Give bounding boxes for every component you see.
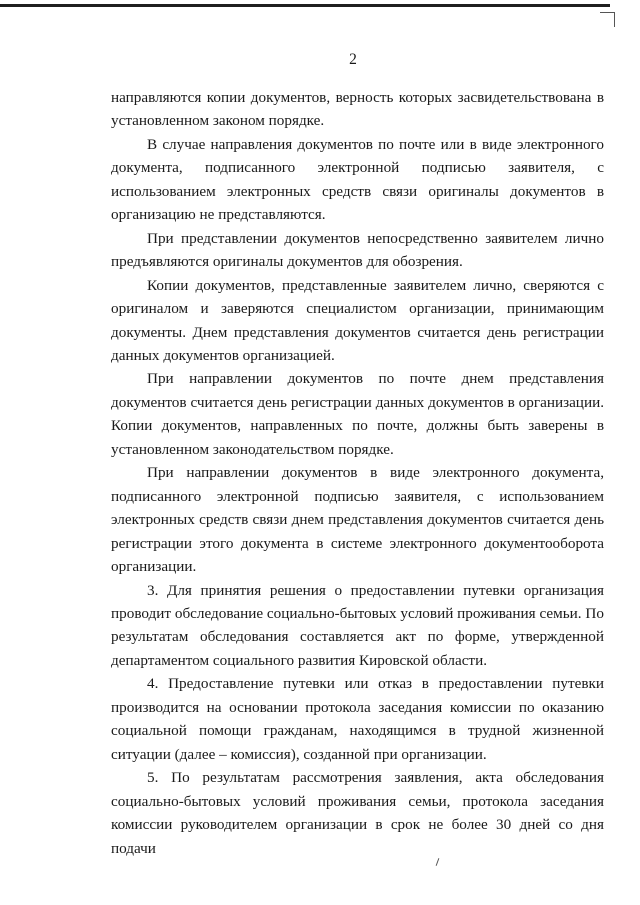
paragraph: При направлении документов по почте днем представления документов считается день регистрации данных документов в организации. Копии документов, направленных по почте, должны быть заверены в установленном законодательством порядке. [111,370,604,458]
document-body [111,86,604,860]
paragraph: При представлении документов непосредственно заявителем лично предъявляются оригиналы документов для обозрения. [111,229,604,271]
scan-corner-mark [600,12,615,27]
paragraph-item-4: 4. Предоставление путевки или отказ в предоставлении путевки производится на основании протокола заседания комиссии по оказанию социальной помощи гражданам, находящимся в трудной жизненной ситуации (далее – комиссия), созданной при организации. [111,675,604,763]
paragraph: В случае направления документов по почте или в виде электронного документа, подписанного электронной подписью заявителя, с использованием электронных средств связи оригиналы документов в организацию не представляются. [111,135,604,224]
paragraph-item-3: 3. Для принятия решения о предоставлении путевки организация проводит обследование социально-бытовых условий проживания семьи. По результатам обследования составляется акт по форме, утвержденной департаментом социального развития Кировской области. [111,581,604,669]
paragraph-item-5: 5. По результатам рассмотрения заявления, акта обследования социально-бытовых условий проживания семьи, протокола заседания комиссии руководителем организации в срок не более 30 дней со дня подачи [111,769,604,857]
paragraph-continuation: направляются копии документов, верность которых засвидетельствована в установленном законом порядке. [111,89,604,130]
top-border-line [0,4,610,7]
paragraph: При направлении документов в виде электронного документа, подписанного электронной подписью заявителя, с использованием электронных средств связи днем представления документов считается день регистрации этого документа в системе электронного документооборота организации. [111,464,604,576]
page-number: 2 [349,51,357,68]
paragraph: Копии документов, представленные заявителем лично, сверяются с оригиналом и заверяются специалистом организации, принимающим документы. Днем представления документов считается день регистрации данных документов организацией. [111,276,604,364]
